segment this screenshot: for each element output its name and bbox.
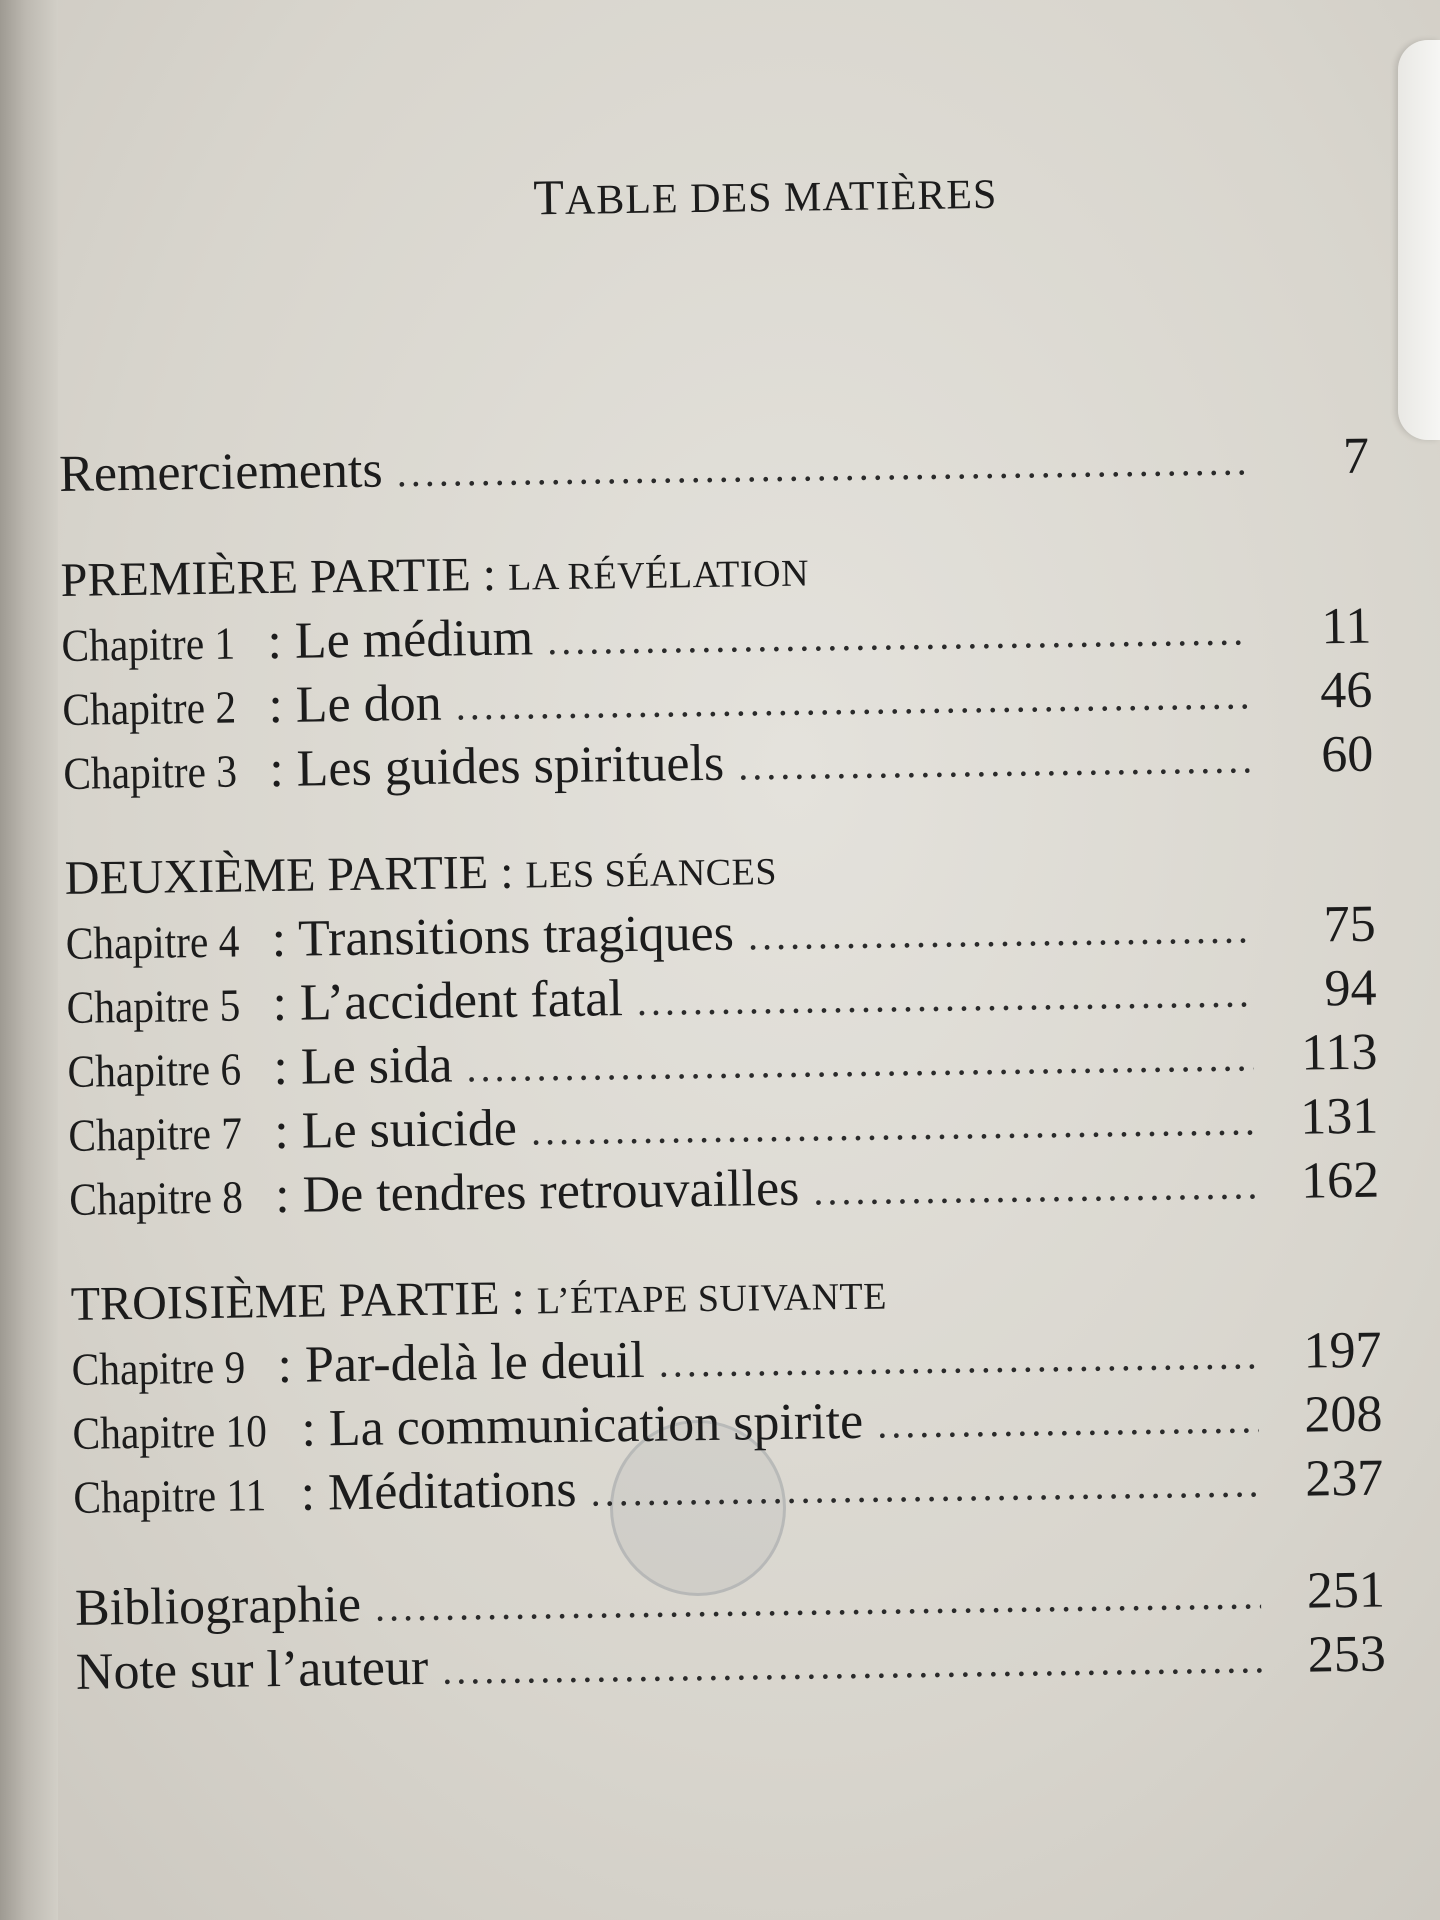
dot-leader (658, 1323, 1258, 1395)
chapter-number: Chapitre 9 (71, 1341, 246, 1395)
chapter-number: Chapitre 8 (68, 1171, 244, 1225)
toc-page-number: 251 (1306, 1561, 1386, 1620)
dot-leader (396, 429, 1245, 505)
toc-entry-chapter-5: Chapitre 5 : L’accident fatal ..... 94 (66, 956, 1407, 1039)
chapter-number: Chapitre 7 (68, 1107, 243, 1161)
toc-entry-label: Remerciements (58, 441, 383, 503)
toc-entry-chapter-1: Chapitre 1 : Le médium ..... 11 (61, 594, 1402, 677)
chapter-title: Le médium (294, 609, 534, 670)
dot-leader (747, 897, 1252, 968)
dot-leader (530, 1089, 1254, 1163)
toc-page-number: 11 (1320, 597, 1372, 656)
book-spine (0, 0, 58, 1920)
toc-page-number: 162 (1300, 1151, 1380, 1210)
chapter-number: Chapitre 3 (63, 745, 238, 799)
chapter-number: Chapitre 1 (61, 617, 236, 671)
part-heading-1: PREMIÈRE PARTIE : LA RÉVÉLATION (60, 547, 810, 607)
toc-entry-chapter-3: Chapitre 3 : Les guides spirituels ..... 60 (63, 722, 1404, 805)
chapter-title: Méditations (327, 1460, 577, 1522)
dot-leader (738, 727, 1250, 798)
dot-leader (466, 1025, 1254, 1100)
toc-entry-label: Bibliographie (74, 1575, 362, 1637)
chapter-number: Chapitre 5 (66, 979, 241, 1033)
toc-page-number: 46 (1319, 661, 1373, 720)
table-of-contents (55, 156, 1416, 1705)
chapter-number: Chapitre 10 (72, 1405, 268, 1459)
toc-page-number: 94 (1324, 959, 1377, 1018)
chapter-number: Chapitre 6 (67, 1043, 242, 1097)
chapter-title: Le don (295, 674, 443, 734)
toc-page-number: 208 (1304, 1385, 1383, 1444)
dot-leader (442, 1627, 1262, 1702)
toc-entry-chapter-6: Chapitre 6 : Le sida ..... 113 (67, 1020, 1408, 1103)
dot-leader (455, 663, 1249, 738)
chapter-number: Chapitre 11 (73, 1469, 267, 1523)
toc-page-number: 7 (1342, 427, 1370, 486)
toc-entry-chapter-7: Chapitre 7 : Le suicide ..... 131 (68, 1084, 1409, 1167)
dot-leader (547, 599, 1248, 673)
page-edge-tab (1398, 40, 1440, 440)
toc-page-number: 237 (1304, 1449, 1384, 1508)
dot-leader (813, 1153, 1256, 1223)
chapter-title: La communication spirite (328, 1392, 864, 1458)
toc-entry-chapter-2: Chapitre 2 : Le don ..... 46 (62, 658, 1403, 741)
toc-entry-chapter-8: Chapitre 8 : De tendres retrouvailles ..... 162 (69, 1148, 1410, 1231)
chapter-title: Le sida (300, 1036, 453, 1096)
toc-page-number: 131 (1299, 1087, 1379, 1146)
toc-entry-label: Note sur l’auteur (75, 1638, 429, 1701)
dot-leader (636, 961, 1253, 1034)
part-heading-3: TROISIÈME PARTIE : L’ÉTAPE SUIVANTE (70, 1271, 888, 1331)
toc-entry-chapter-9: Chapitre 9 : Par-delà le deuil ..... 197 (71, 1318, 1412, 1401)
toc-page-number: 113 (1300, 1023, 1378, 1082)
toc-page-number: 75 (1323, 895, 1376, 954)
toc-page-number: 60 (1320, 725, 1374, 784)
dot-leader (590, 1451, 1260, 1524)
part-heading-2: DEUXIÈME PARTIE : LES SÉANCES (64, 845, 778, 905)
toc-entry-chapter-10: Chapitre 10 : La communication spirite ..... 208 (72, 1382, 1413, 1465)
chapter-title: Les guides spirituels (296, 734, 725, 798)
toc-entry-chapter-4: Chapitre 4 : Transitions tragiques ..... 75 (65, 892, 1406, 975)
page-title: TABLE DES MATIÈRES (533, 168, 998, 226)
toc-entry-remerciements (59, 424, 1400, 507)
chapter-number: Chapitre 4 (65, 915, 240, 969)
toc-entry-chapter-11: Chapitre 11 : Méditations ..... 237 (73, 1446, 1414, 1529)
chapter-title: Par-delà le deuil (304, 1331, 646, 1394)
chapter-number: Chapitre 2 (62, 681, 237, 735)
chapter-title: L’accident fatal (299, 970, 624, 1032)
chapter-title: De tendres retrouvailles (302, 1159, 800, 1224)
toc-page-number: 253 (1307, 1625, 1387, 1684)
chapter-title: Le suicide (301, 1099, 518, 1160)
chapter-title: Transitions tragiques (297, 904, 735, 968)
toc-page-number: 197 (1303, 1321, 1382, 1380)
dot-leader (877, 1387, 1259, 1456)
